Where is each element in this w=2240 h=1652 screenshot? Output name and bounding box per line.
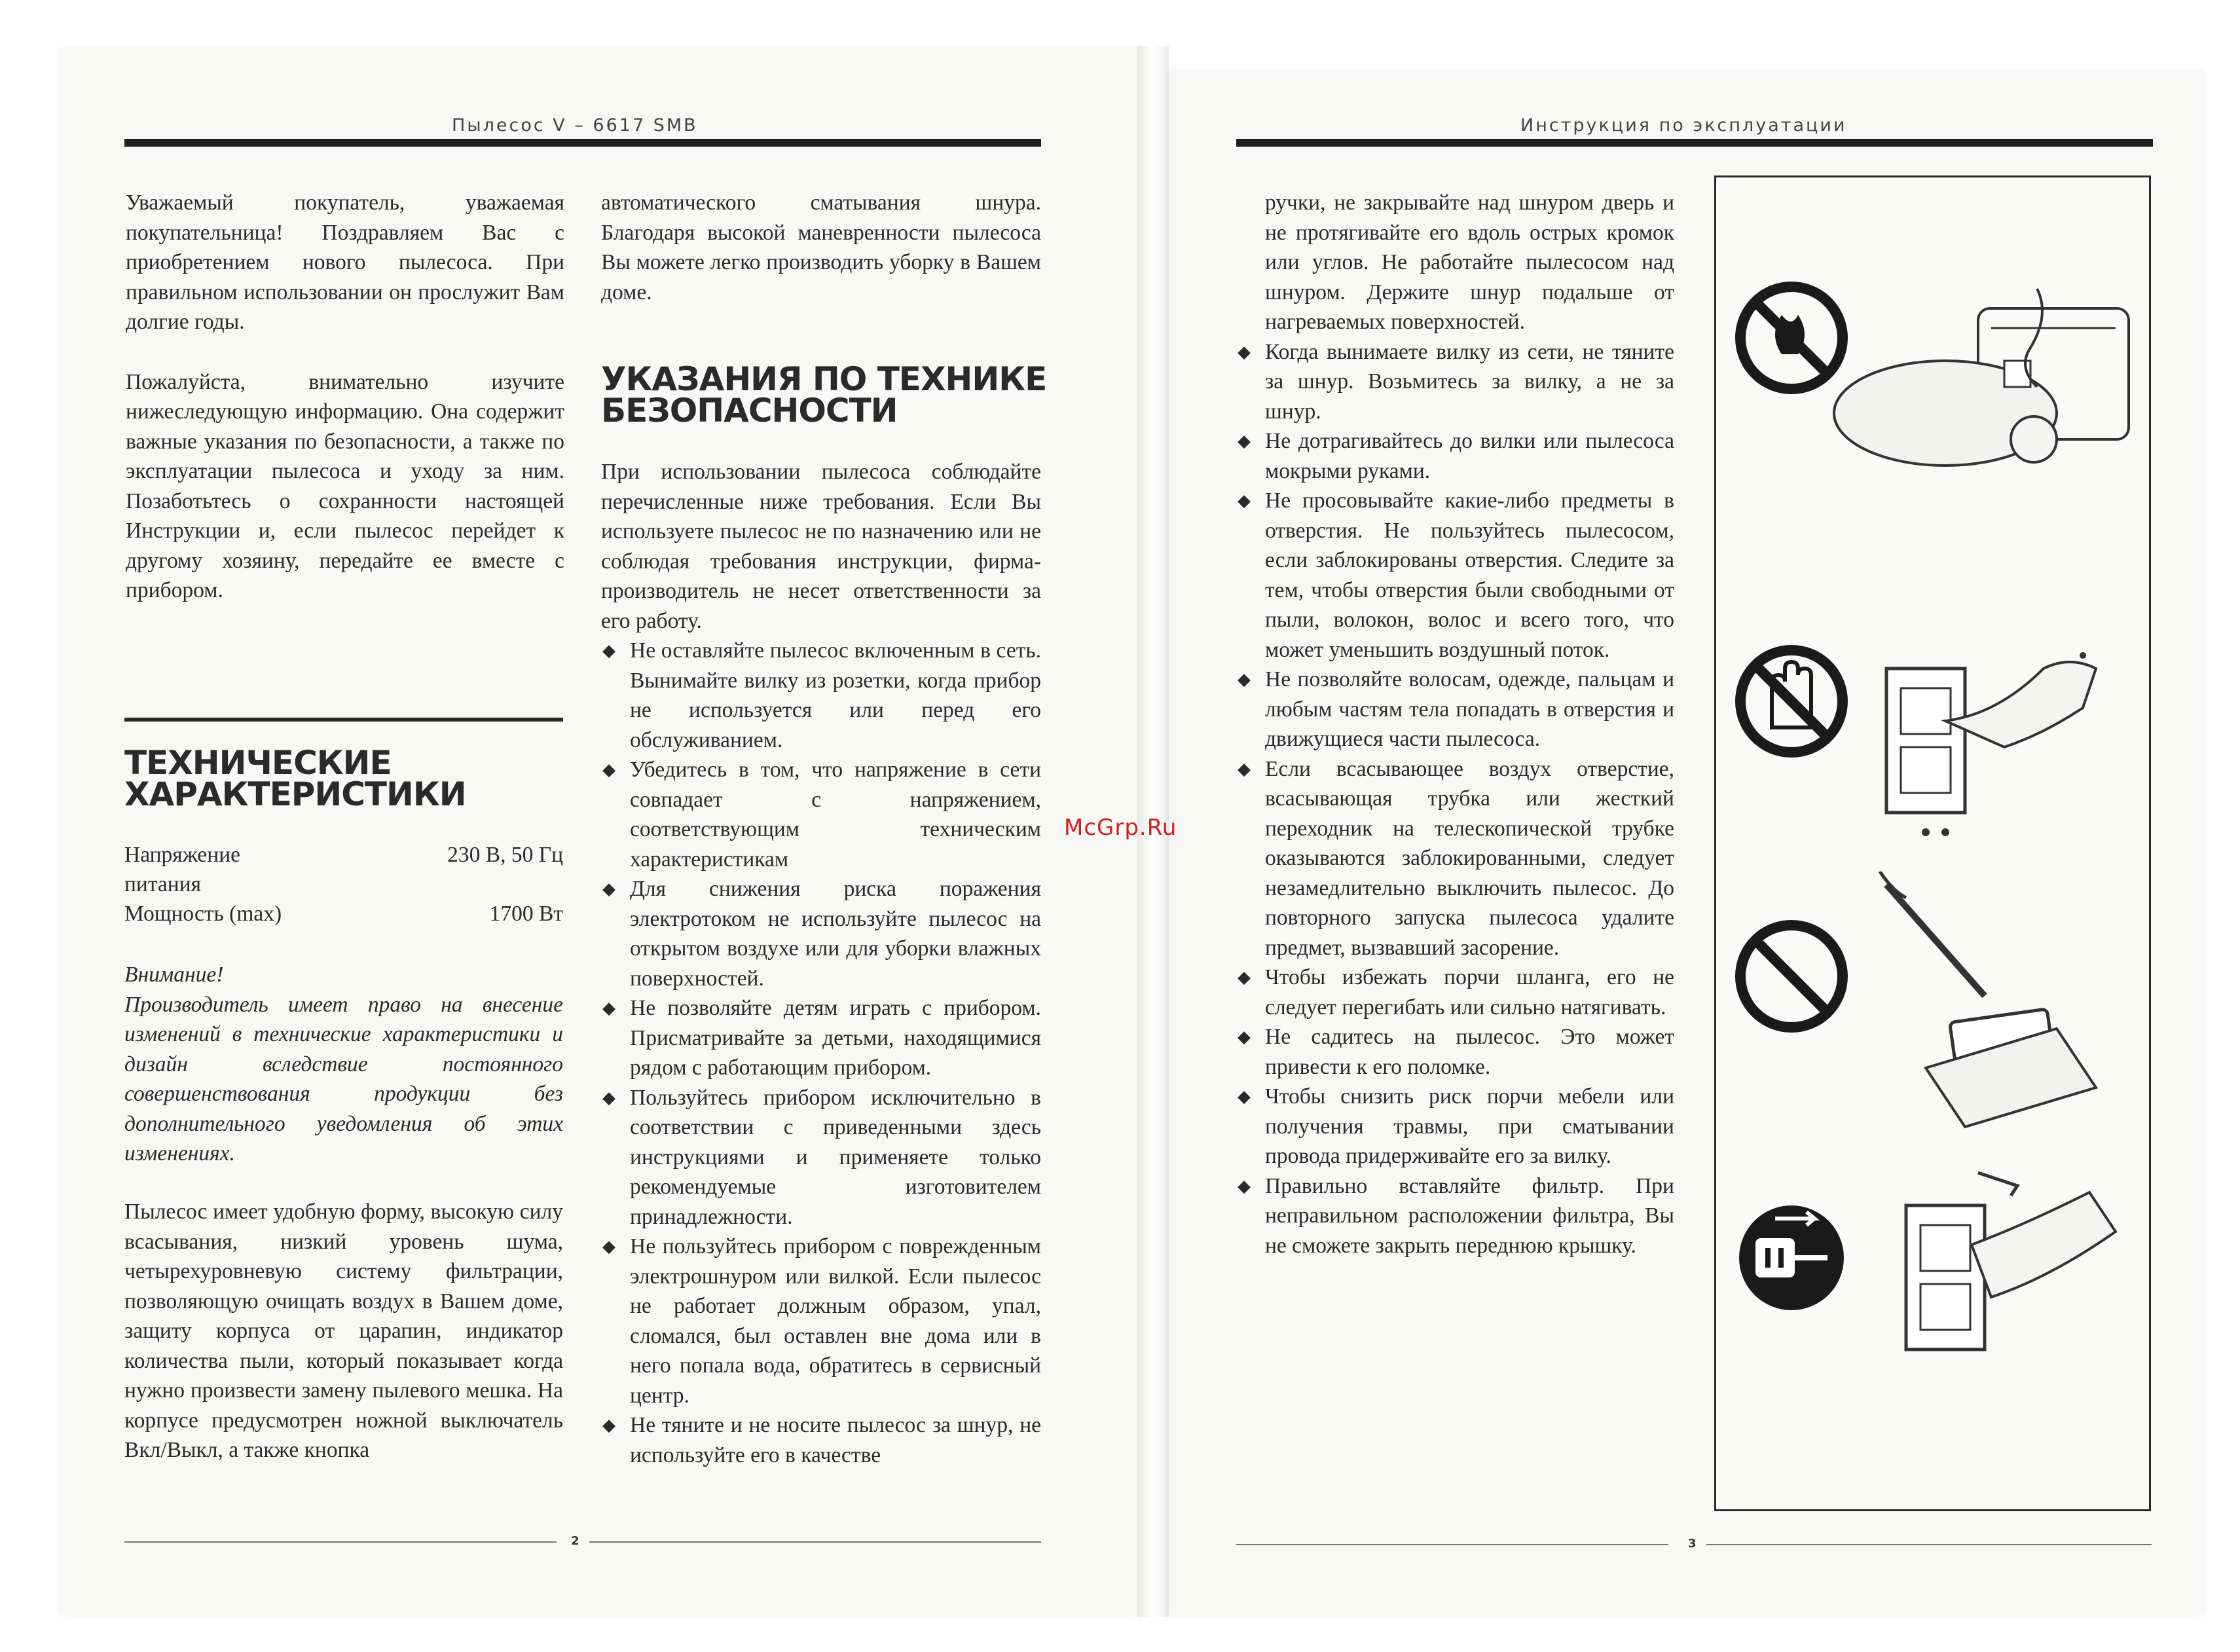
tech-specs-title: ТЕХНИЧЕСКИЕ ХАРАКТЕРИСТИКИ: [124, 744, 466, 813]
intro-paragraph: Пожалуйста, внимательно изучите нижеследующую информацию. Она содержит важные указания по безопасности, а также по эксплуатации пылесоса и уходу за ним. Позаботьтесь о сохранности настоящей Инструкции и, если пылесос перейдет к другому хозяину, передайте ее вместе с прибором.: [126, 369, 564, 602]
safety-item: ◆ Не просовывайте какие-либо предметы в отверстия. Не пользуйтесь пылесосом, если заблокированы отверстия. Следите за тем, чтобы отверстия были свободными от пыли, волокон, волос и всего того, что может уменьшить воздушный поток.: [1236, 486, 1674, 665]
safety-list-right: [1236, 337, 1674, 1261]
spec-row: [124, 840, 563, 899]
wet-hands-illustration: [1729, 616, 2142, 852]
safety-list-left: [601, 636, 1041, 1470]
safety-item: ◆ Не позволяйте волосам, одежде, пальцам и любым частям тела попадать в отверстия и движущиеся части пылесоса.: [1236, 665, 1674, 754]
vacuum-wand-icon: [1886, 885, 1985, 996]
wall-socket-icon: [1906, 1205, 1985, 1349]
safety-item: ◆ Не садитесь на пылесос. Это может привести к его поломке.: [1236, 1022, 1674, 1082]
blocked-hose-illustration: [1729, 872, 2142, 1133]
safety-item: ◆ Убедитесь в том, что напряжение в сети совпадает с напряжением, соответствующим техническим характеристикам: [601, 755, 1041, 874]
intro-paragraph: Уважаемый покупатель, уважаемая покупательница! Поздравляем Вас с приобретением нового пылесоса. При правильном использовании он прослужит Вам долгие годы.: [126, 191, 564, 334]
product-description: [124, 1197, 563, 1496]
safety-intro: При использовании пылесоса соблюдайте перечисленные ниже требования. Если Вы используете пылесос не по назначению или не соблюдая требования инструкции, фирма-производитель не несет ответственности за его работу.: [601, 460, 1041, 633]
continuation-paragraph: ручки, не закрывайте над шнуром дверь и не протягивайте его вдоль острых кромок или углов. Не работайте пылесосом над шнуром. Держите шнур подальше от нагреваемых поверхностей.: [1265, 191, 1674, 334]
intro-text: [126, 188, 564, 636]
watermark-text: McGrp.Ru: [1064, 815, 1177, 841]
unplug-illustration: [1729, 1166, 2142, 1428]
right-header-rule: [1236, 139, 2153, 147]
attention-title: Внимание!: [124, 963, 224, 987]
left-footer-rule-a: [124, 1541, 557, 1543]
safety-item: ◆ Когда вынимаете вилку из сети, не тяните за шнур. Возьмитесь за вилку, а не за шнур.: [1236, 337, 1674, 427]
spec-value: 1700 Вт: [489, 902, 563, 926]
safety-title: УКАЗАНИЯ ПО ТЕХНИКЕ БЕЗОПАСНОСТИ: [601, 360, 1047, 430]
spec-table: [124, 840, 563, 928]
spec-label: Напряжение питания: [124, 843, 241, 896]
safety-block-right: [1265, 188, 1674, 1260]
spec-label: Мощность (max): [124, 902, 282, 926]
attention-block: [124, 960, 563, 1169]
safety-item: ◆ Правильно вставляйте фильтр. При неправильном расположении фильтра, Вы не сможете закрыть переднюю крышку.: [1236, 1171, 1674, 1261]
safety-item: ◆ Чтобы снизить риск порчи мебели или получения травмы, при сматывании провода придерживайте его за вилку.: [1236, 1082, 1674, 1171]
left-page-number: 2: [571, 1534, 579, 1548]
safety-item: ◆ Не пользуйтесь прибором с поврежденным электрошнуром или вилкой. Если пылесос не работает должным образом, упал, сломался, был оставлен вне дома или в него попала вода, обратитесь в сервисный центр.: [601, 1232, 1041, 1410]
safety-item: ◆ Чтобы избежать порчи шланга, его не следует перегибать или сильно натягивать.: [1236, 963, 1674, 1022]
right-running-head: Инструкция по эксплуатации: [1520, 115, 1847, 136]
spec-row: [124, 899, 563, 928]
safety-item: ◆ Не тяните и не носите пылесос за шнур, не используйте его в качестве: [601, 1410, 1041, 1470]
wall-socket-icon: [1886, 669, 1965, 813]
no-fire-vacuum-illustration: [1729, 263, 2142, 498]
safety-illustrations: [1714, 175, 2151, 1511]
left-header-rule: [124, 139, 1041, 147]
left-footer-rule-b: [589, 1541, 1041, 1543]
tech-title-rule: [124, 718, 563, 722]
continuation-paragraph: автоматического сматывания шнура. Благодаря высокой маневренности пылесоса Вы можете легко производить уборку в Вашем доме.: [601, 191, 1041, 304]
spec-value: 230 В, 50 Гц: [447, 843, 563, 867]
attention-text: Производитель имеет право на внесение изменений в технические характеристики и дизайн вследствие постоянного совершенствования продукции без дополнительного уведомления об этих изменениях.: [124, 992, 563, 1166]
safety-item: ◆ Пользуйтесь прибором исключительно в соответствии с приведенными здесь инструкциями и применяете только рекомендуемые изготовителем принадлежности.: [601, 1083, 1041, 1232]
safety-item: ◆ Не позволяйте детям играть с прибором. Присматривайте за детьми, находящимися рядом с работающим прибором.: [601, 993, 1041, 1083]
description-paragraph: Пылесос имеет удобную форму, высокую силу всасывания, низкий уровень шума, четырехуровневую систему фильтрации, позволяющую очищать воздух в Вашем доме, защиту корпуса от царапин, индикатор количества пыли, который показывает когда нужно произвести замену пылевого мешка. На корпусе предусмотрен ножной выключатель Вкл/Выкл, а также кнопка: [124, 1200, 563, 1462]
right-footer-rule-b: [1706, 1544, 2152, 1545]
right-footer-rule-a: [1236, 1544, 1668, 1545]
safety-block-left: [601, 457, 1041, 1470]
safety-item: ◆ Не оставляйте пылесос включенным в сеть. Вынимайте вилку из розетки, когда прибор не используется или перед его обслуживанием.: [601, 636, 1041, 755]
right-page-number: 3: [1688, 1537, 1697, 1551]
safety-item: ◆ Для снижения риска поражения электротоком не используйте пылесос на открытом воздухе или для уборки влажных поверхностей.: [601, 874, 1041, 993]
col2-continuation: [601, 188, 1041, 337]
safety-item: ◆ Не дотрагивайтесь до вилки или пылесоса мокрыми руками.: [1236, 426, 1674, 486]
safety-item: ◆ Если всасывающее воздух отверстие, всасывающая трубка или жесткий переходник на телескопической трубке оказываются заблокированными, следует незамедлительно выключить пылесос. До повторного запуска пылесоса удалите предмет, вызвавший засорение.: [1236, 754, 1674, 963]
left-running-head: Пылесос V – 6617 SMB: [452, 115, 698, 136]
